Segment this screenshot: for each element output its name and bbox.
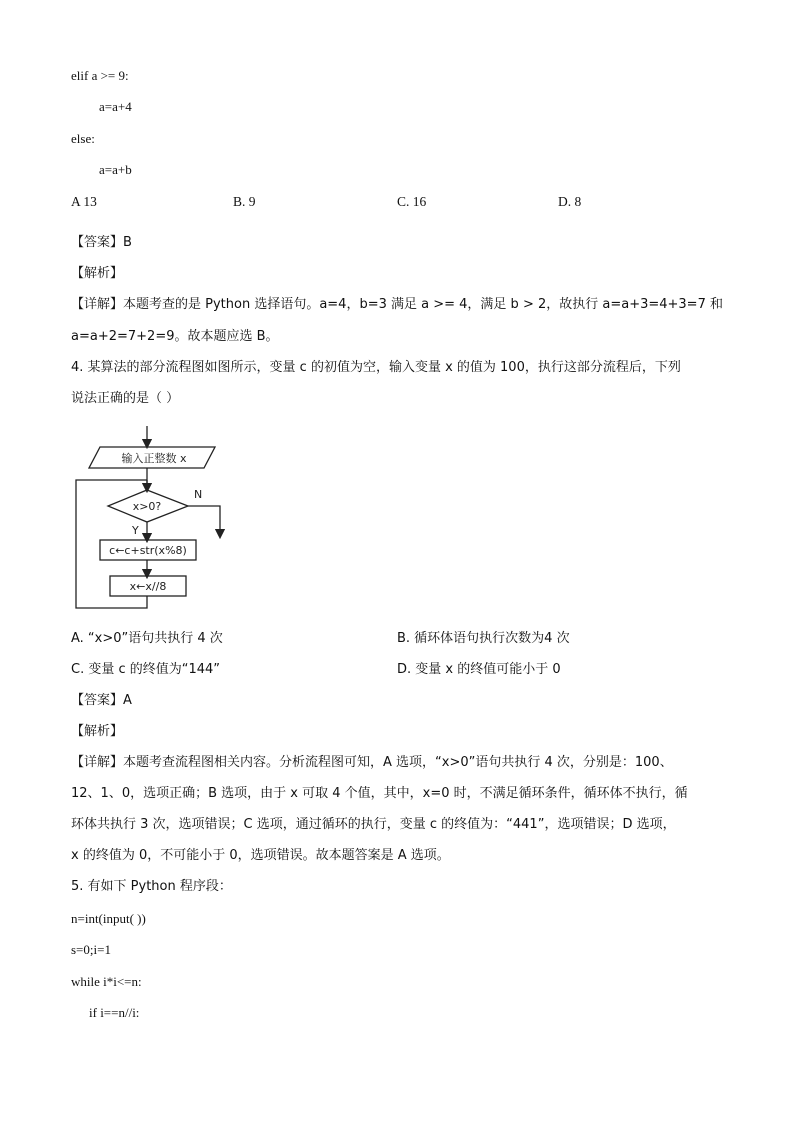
code-line: s=0;i=1 bbox=[71, 942, 111, 957]
option-d: D. 8 bbox=[558, 194, 582, 209]
option-c: C. 16 bbox=[397, 194, 427, 209]
question-stem: 4. 某算法的部分流程图如图所示，变量 c 的初值为空，输入变量 x 的值为 100，执行这部分流程后，下列 bbox=[71, 360, 681, 375]
detail-line: a=a+2=7+2=9。故本题应选 B。 bbox=[71, 329, 279, 344]
option-a: A. “x>0”语句共执行 4 次 bbox=[71, 631, 223, 646]
code-line: if i==n//i: bbox=[89, 1005, 140, 1020]
option-b: B. 9 bbox=[233, 194, 256, 209]
option-c: C. 变量 c 的终值为“144” bbox=[71, 662, 221, 677]
code-line: elif a >= 9: bbox=[71, 68, 129, 83]
option-d: D. 变量 x 的终值可能小于 0 bbox=[397, 662, 561, 677]
answer: 【答案】A bbox=[71, 693, 132, 708]
yes-label: Y bbox=[132, 524, 139, 537]
option-b: B. 循环体语句执行次数为4 次 bbox=[397, 631, 570, 646]
detail-line: 环体共执行 3 次，选项错误；C 选项，通过循环的执行，变量 c 的终值为：“441”，选项错误；D 选项， bbox=[71, 817, 676, 832]
code-line: a=a+4 bbox=[99, 99, 132, 114]
flowchart bbox=[70, 424, 240, 614]
code-line: n=int(input( )) bbox=[71, 911, 146, 926]
analysis-label: 【解析】 bbox=[71, 724, 124, 739]
code-line: a=a+b bbox=[99, 162, 132, 177]
question-stem: 5. 有如下 Python 程序段： bbox=[71, 879, 232, 894]
code-line: else: bbox=[71, 131, 95, 146]
question-stem: 说法正确的是（ ） bbox=[71, 391, 180, 406]
detail-line: 【详解】本题考查的是 Python 选择语句。a=4，b=3 满足 a >= 4，满足 b > 2，故执行 a=a+3=4+3=7 和 bbox=[71, 297, 723, 312]
answer: 【答案】B bbox=[71, 235, 132, 250]
code-line: while i*i<=n: bbox=[71, 974, 142, 989]
decision-label: x>0? bbox=[132, 500, 162, 513]
detail-line: 12、1、0，选项正确；B 选项，由于 x 可取 4 个值，其中，x=0 时，不满足循环条件，循环体不执行，循 bbox=[71, 786, 688, 801]
input-label: 输入正整数 x bbox=[121, 452, 187, 465]
process-label: c←c+str(x%8) bbox=[109, 544, 187, 557]
analysis-label: 【解析】 bbox=[71, 266, 124, 281]
option-a: A 13 bbox=[71, 194, 97, 209]
detail-line: 【详解】本题考查流程图相关内容。分析流程图可知，A 选项，“x>0”语句共执行 4 次，分别是：100、 bbox=[71, 755, 673, 770]
no-label: N bbox=[194, 488, 203, 501]
no-branch-arrow bbox=[188, 506, 220, 534]
process-label: x←x//8 bbox=[129, 580, 167, 593]
detail-line: x 的终值为 0，不可能小于 0，选项错误。故本题答案是 A 选项。 bbox=[71, 848, 450, 863]
